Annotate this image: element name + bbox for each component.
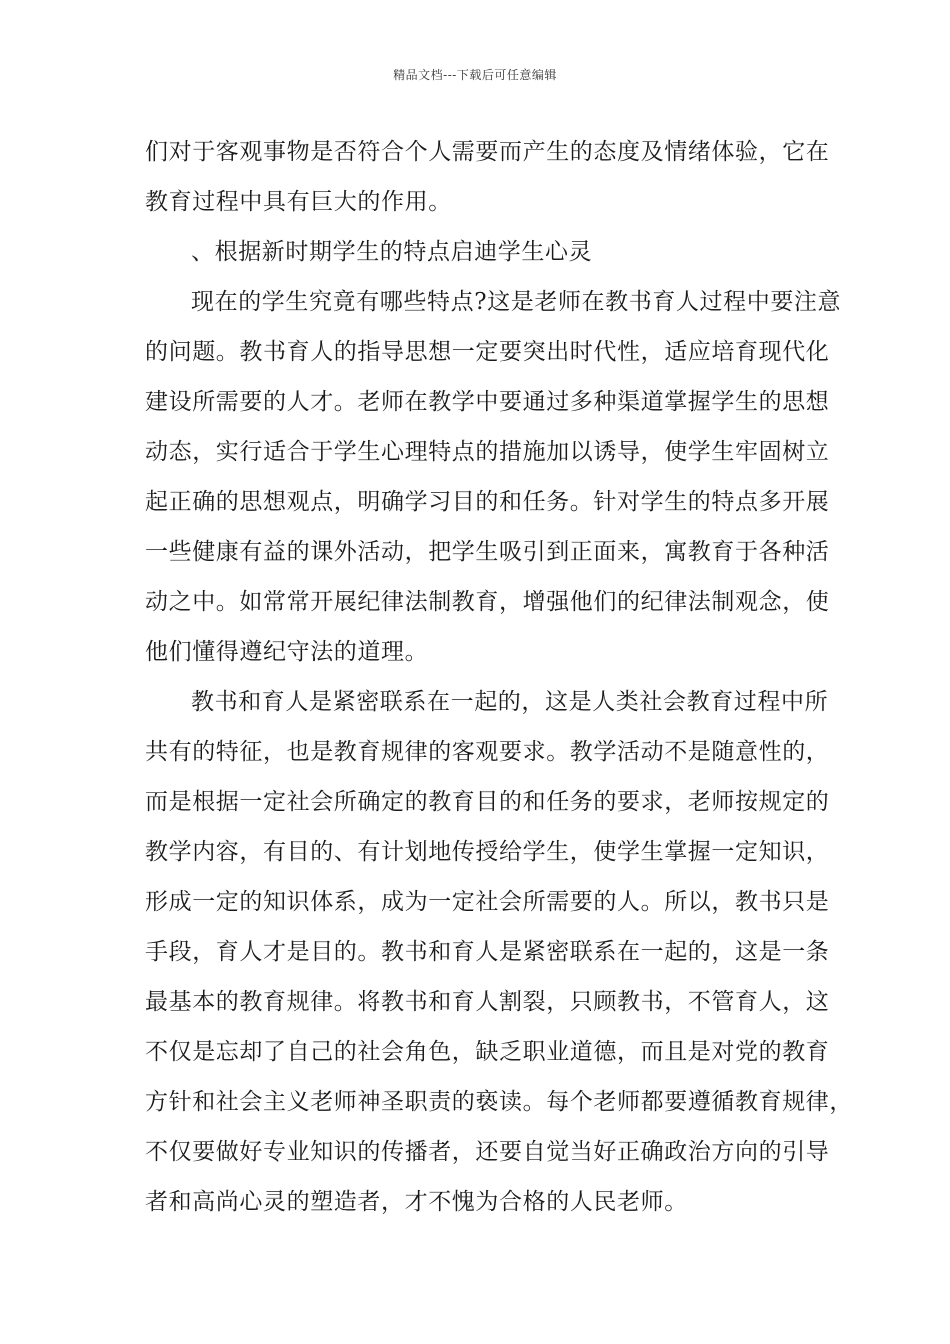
text-line: 起正确的思想观点，明确学习目的和任务。针对学生的特点多开展 (145, 489, 830, 515)
text-line: 最基本的教育规律。将教书和育人割裂，只顾教书，不管育人，这 (145, 989, 830, 1015)
text-line: 动之中。如常常开展纪律法制教育，增强他们的纪律法制观念，使 (145, 589, 830, 615)
page-header: 精品文档---下载后可任意编辑 (393, 68, 557, 82)
text-line: 教育过程中具有巨大的作用。 (145, 189, 452, 215)
text-line: 他们懂得遵纪守法的道理。 (145, 639, 429, 665)
text-line: 不仅要做好专业知识的传播者，还要自觉当好正确政治方向的引导 (145, 1139, 830, 1165)
text-line: 形成一定的知识体系，成为一定社会所需要的人。所以，教书只是 (145, 889, 830, 915)
text-line: 手段，育人才是目的。教书和育人是紧密联系在一起的，这是一条 (145, 939, 830, 965)
text-line: 教学内容，有目的、有计划地传授给学生，使学生掌握一定知识， (145, 839, 830, 865)
text-line: 不仅是忘却了自己的社会角色，缺乏职业道德，而且是对党的教育 (145, 1039, 830, 1065)
text-line: 现在的学生究竟有哪些特点?这是老师在教书育人过程中要注意 (191, 289, 842, 315)
text-line: 教书和育人是紧密联系在一起的，这是人类社会教育过程中所 (191, 689, 829, 715)
text-line: 建设所需要的人才。老师在教学中要通过多种渠道掌握学生的思想 (145, 389, 830, 415)
text-line: 方针和社会主义老师神圣职责的亵读。每个老师都要遵循教育规律， (145, 1089, 853, 1115)
text-line: 者和高尚心灵的塑造者，才不愧为合格的人民老师。 (145, 1189, 688, 1215)
section-heading: 、根据新时期学生的特点启迪学生心灵 (191, 239, 593, 265)
text-line: 共有的特征，也是教育规律的客观要求。教学活动不是随意性的， (145, 739, 830, 765)
text-line: 们对于客观事物是否符合个人需要而产生的态度及情绪体验，它在 (145, 139, 830, 165)
text-line: 的问题。教书育人的指导思想一定要突出时代性，适应培育现代化 (145, 339, 830, 365)
text-line: 而是根据一定社会所确定的教育目的和任务的要求，老师按规定的 (145, 789, 830, 815)
text-line: 动态，实行适合于学生心理特点的措施加以诱导，使学生牢固树立 (145, 439, 830, 465)
text-line: 一些健康有益的课外活动，把学生吸引到正面来，寓教育于各种活 (145, 539, 830, 565)
